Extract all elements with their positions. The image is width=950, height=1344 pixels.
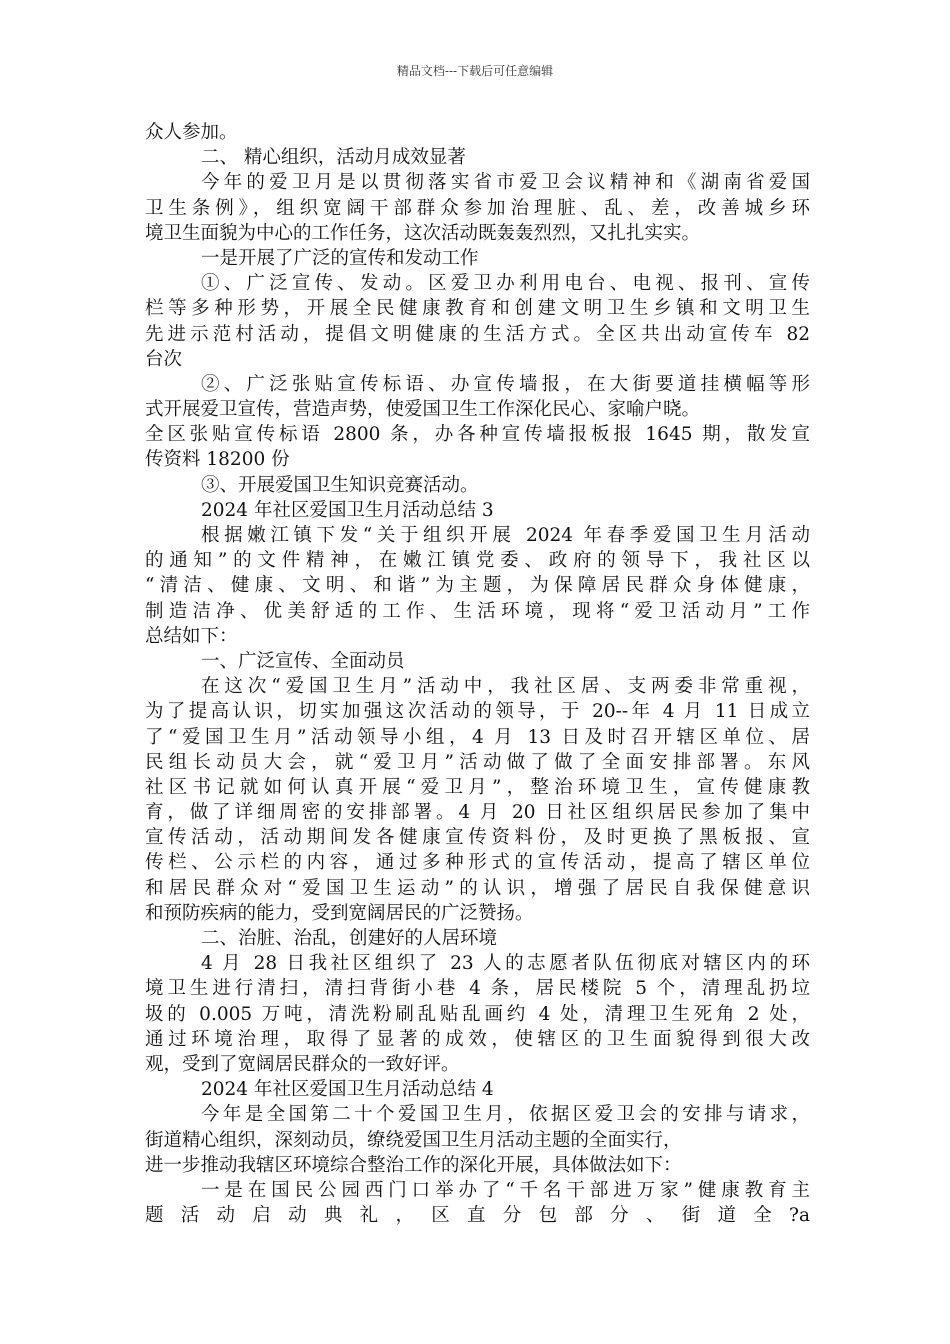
paragraph-line: 题活动启动典礼，区直分包部分、街道全?a [145,1205,810,1227]
paragraph-line: 传栏、公示栏的内容，通过多种形式的宣传活动，提高了辖区单位 [145,852,810,874]
paragraph-line: 民组长动员大会，就“爱卫月”活动做了做了全面安排部署。东风 [145,751,810,773]
paragraph-line: 境卫生面貌为中心的工作任务，这次活动既轰轰烈烈，又扎扎实实。 [145,222,701,244]
paragraph-line: 根据嫩江镇下发“关于组织开展 2024 年春季爱国卫生月活动 [201,525,810,546]
paragraph-line: “清洁、健康、文明、和谐”为主题，为保障居民群众身体健康， [145,575,810,597]
section-title: 2024 年社区爱国卫生月活动总结 4 [201,1079,494,1101]
paragraph-line: 4 月 28 日我社区组织了 23 人的志愿者队伍彻底对辖区内的环 [201,953,810,975]
paragraph-line: 育，做了详细周密的安排部署。4 月 20 日社区组织居民参加了集中 [145,802,810,824]
paragraph-line: 宣传活动，活动期间发各健康宣传资料份，及时更换了黑板报、宣 [145,827,810,849]
paragraph-line: 在这次“爱国卫生月”活动中，我社区居、支两委非常重视， [201,676,810,698]
paragraph-line: 台次 [145,348,183,370]
section-heading: 一是开展了广泛的宣传和发动工作 [201,247,479,269]
paragraph-line: 制造洁净、优美舒适的工作、生活环境，现将“爱卫活动月”工作 [145,600,810,622]
paragraph-line: 通过环境治理，取得了显著的成效，使辖区的卫生面貌得到很大改 [145,1028,810,1050]
paragraph-line: 今年是全国第二十个爱国卫生月，依据区爱卫会的安排与请求， [201,1104,810,1126]
paragraph-line: 全区张贴宣传标语 2800 条，办各种宣传墙报板报 1645 期，散发宣 [145,424,810,446]
paragraph-line: 境卫生进行清扫，清扫背街小巷 4 条，居民楼院 5 个，清理乱扔垃 [145,978,810,1000]
paragraph-line: 栏等多种形势，开展全民健康教育和创建文明卫生乡镇和文明卫生 [145,298,810,320]
paragraph-line: 进一步推动我辖区环境综合整治工作的深化开展，具体做法如下： [145,1154,682,1176]
paragraph-line: 和预防疾病的能力，受到宽阔居民的广泛赞扬。 [145,902,534,924]
section-heading: 二、治脏、治乱，创建好的人居环境 [201,928,498,949]
paragraph-line: 街道精心组织，深刻动员，缭绕爱国卫生月活动主题的全面实行， [145,1129,682,1151]
paragraph-line: 了“爱国卫生月”活动领导小组，4 月 13 日及时召开辖区单位、居 [145,726,810,748]
paragraph-line: 传资料 18200 份 [145,449,290,471]
paragraph-line: 一是在国民公园西门口举办了“千名干部进万家”健康教育主 [201,1179,810,1201]
paragraph-line: 众人参加。 [145,122,238,143]
paragraph-line: ③、开展爱国卫生知识竞赛活动。 [201,474,479,496]
paragraph-line: 总结如下： [145,625,238,647]
page-header: 精品文档---下载后可任意编辑 [396,64,554,78]
paragraph-line: 卫生条例》，组织宽阔干部群众参加治理脏、乱、差，改善城乡环 [145,197,810,219]
paragraph-line: 的通知”的文件精神，在嫩江镇党委、政府的领导下，我社区以 [145,550,810,572]
paragraph-line: 式开展爱卫宣传，营造声势，使爱国卫生工作深化民心、家喻户晓。 [145,399,701,421]
paragraph-line: 社区书记就如何认真开展“爱卫月”，整治环境卫生，宣传健康教 [145,776,810,798]
paragraph-line: 今年的爱卫月是以贯彻落实省市爱卫会议精神和《湖南省爱国 [201,172,810,194]
paragraph-line: 和居民群众对“爱国卫生运动”的认识，增强了居民自我保健意识 [145,877,810,899]
paragraph-line: ②、广泛张贴宣传标语、办宣传墙报，在大街要道挂横幅等形 [201,373,810,395]
section-heading: 一、广泛宣传、全面动员 [201,650,405,672]
document-body [145,120,810,1228]
section-heading: 二、 精心组织，活动月成效显著 [201,147,466,169]
paragraph-line: 为了提高认识，切实加强这次活动的领导，于 20--年 4 月 11 日成立 [145,701,810,723]
paragraph-line: 先进示范村活动，提倡文明健康的生活方式。全区共出动宣传车 82 [145,323,810,345]
paragraph-line: 观，受到了宽阔居民群众的一致好评。 [145,1053,460,1075]
section-title: 2024 年社区爱国卫生月活动总结 3 [201,499,494,521]
paragraph-line: ①、广泛宣传、发动。区爱卫办利用电台、电视、报刊、宣传 [201,273,810,295]
paragraph-line: 圾的 0.005 万吨，清洗粉刷乱贴乱画约 4 处，清理卫生死角 2 处， [145,1003,810,1025]
